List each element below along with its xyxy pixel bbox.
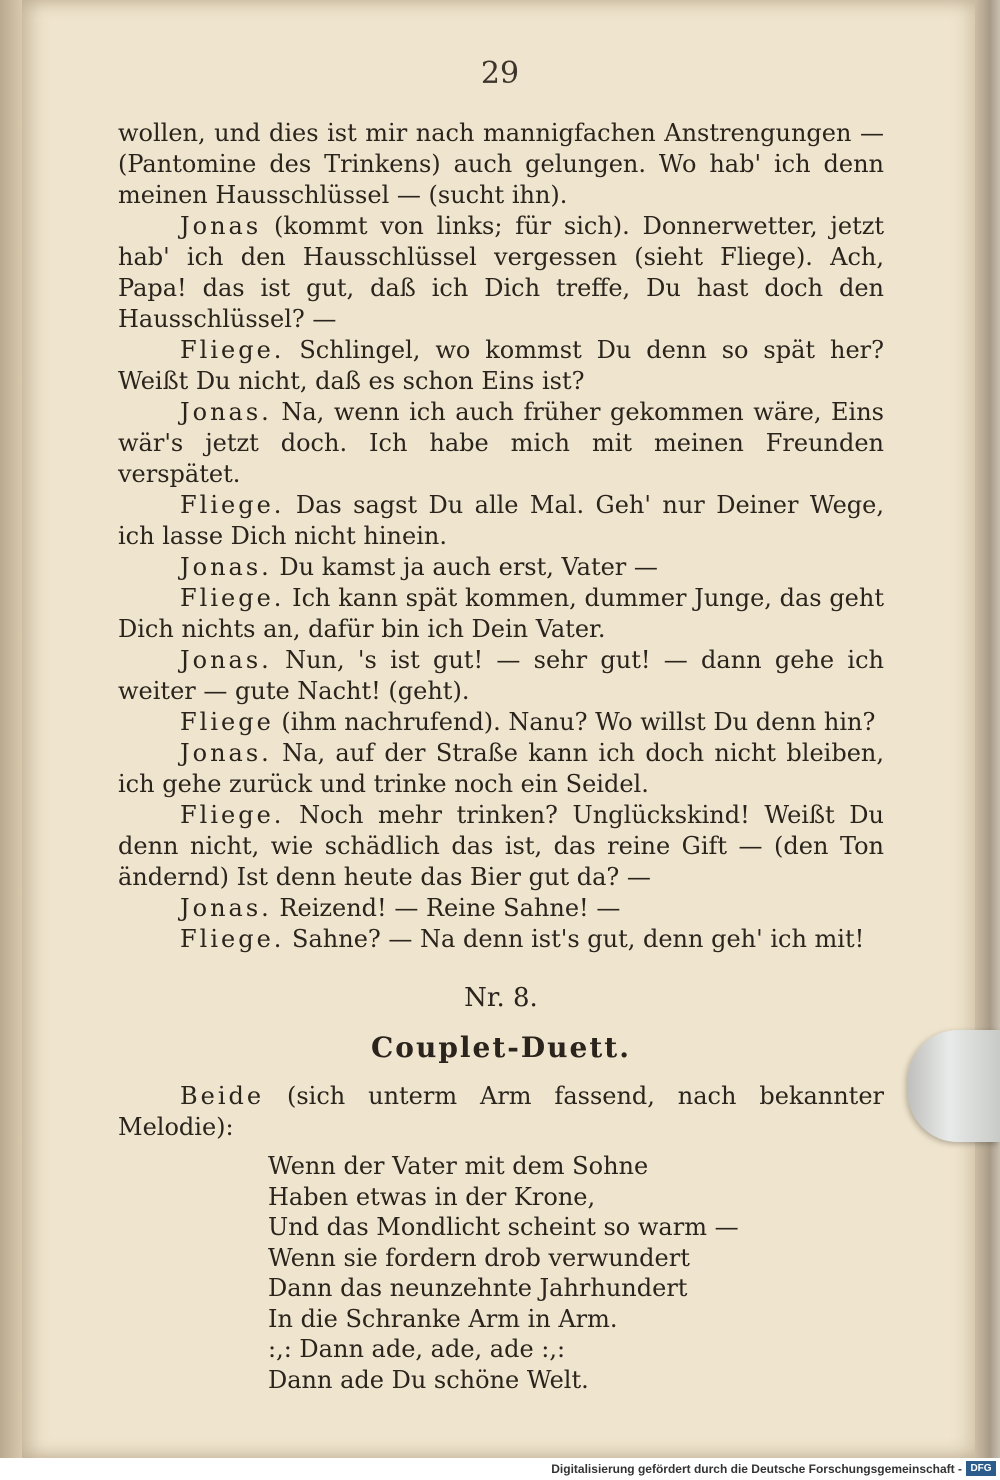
dialogue-paragraph bbox=[118, 583, 884, 645]
dfg-logo-icon: DFG bbox=[966, 1461, 996, 1476]
section-title: Couplet-Duett. bbox=[371, 1031, 631, 1064]
dialogue-paragraph bbox=[118, 552, 884, 583]
footer-bar bbox=[0, 1458, 1000, 1480]
dialogue-paragraph bbox=[118, 490, 884, 552]
speaker-name: Jonas. bbox=[180, 646, 272, 674]
dialogue-text: Reizend! — Reine Sahne! — bbox=[279, 894, 621, 922]
verse-line: Dann ade Du schöne Welt. bbox=[268, 1365, 589, 1394]
verse-line: Wenn der Vater mit dem Sohne bbox=[268, 1152, 649, 1180]
dialogue-paragraph bbox=[118, 924, 884, 955]
dialogue-text: Das sagst Du alle Mal. Geh' nur Deiner Wege, ich lasse Dich nicht hinein. bbox=[118, 491, 884, 550]
text-line: wollen, und dies ist mir nach mannigfachen Anstrengungen — bbox=[118, 119, 884, 147]
dialogue-text: (kommt von links; für sich). Donnerwetter, jetzt hab' ich den Hausschlüssel vergessen (sieht Fliege). Ach, Papa! das ist gut, daß ich Dich treffe, Du hast doch den Hausschlüssel? — bbox=[118, 212, 884, 333]
verse-line: Und das Mondlicht scheint so warm — bbox=[268, 1213, 739, 1241]
dialogue-text: Na, wenn ich auch früher gekommen wäre, Eins wär's jetzt doch. Ich habe mich mit meinen Freunden verspätet. bbox=[118, 398, 884, 488]
speaker-name: Jonas. bbox=[180, 894, 272, 922]
verse-line: Haben etwas in der Krone, bbox=[268, 1182, 596, 1211]
verse-line: :,: Dann ade, ade, ade :,: bbox=[268, 1335, 566, 1363]
speaker-name: Jonas bbox=[180, 212, 262, 240]
speaker-name: Fliege. bbox=[180, 801, 285, 829]
dialogue-paragraph bbox=[118, 397, 884, 490]
direction-text: (sich unterm Arm fassend, nach bekannter Melodie): bbox=[118, 1082, 884, 1141]
speaker-name: Fliege. bbox=[180, 925, 285, 953]
dialogue-text: Ich kann spät kommen, dummer Junge, das geht Dich nichts an, dafür bin ich Dein Vater. bbox=[118, 584, 884, 643]
verse-line: Dann das neunzehnte Jahrhundert bbox=[268, 1274, 688, 1302]
speaker-name: Fliege. bbox=[180, 336, 285, 364]
book-gutter bbox=[0, 0, 22, 1458]
dialogue-paragraph bbox=[118, 211, 884, 335]
speaker-name: Fliege bbox=[180, 708, 274, 736]
dialogue-text: Sahne? — Na denn ist's gut, denn geh' ich mit! bbox=[292, 925, 865, 953]
page-edge bbox=[975, 0, 1000, 1458]
page-number: 29 bbox=[480, 56, 520, 91]
page-text bbox=[118, 118, 884, 1395]
dialogue-paragraph bbox=[118, 335, 884, 397]
stage-direction bbox=[118, 1081, 884, 1143]
dialogue-paragraph bbox=[118, 707, 884, 738]
text-line: (Pantomine des Trinkens) auch gelungen. Wo hab' ich denn bbox=[118, 150, 884, 178]
funding-notice: Digitalisierung gefördert durch die Deutsche Forschungsgemeinschaft - bbox=[551, 1462, 962, 1476]
speaker-name: Jonas. bbox=[180, 398, 272, 426]
dialogue-text: Nun, 's ist gut! — sehr gut! — dann gehe ich weiter — gute Nacht! (geht). bbox=[118, 646, 884, 705]
speaker-name: Jonas. bbox=[180, 739, 272, 767]
dialogue-paragraph bbox=[118, 893, 884, 924]
dialogue-text: Na, auf der Straße kann ich doch nicht bleiben, ich gehe zurück und trinke noch ein Seidel. bbox=[118, 739, 884, 798]
page-marker-tab bbox=[908, 1030, 1000, 1142]
dialogue-text: Schlingel, wo kommst Du denn so spät her? Weißt Du nicht, daß es schon Eins ist? bbox=[118, 336, 884, 395]
section-number: Nr. 8. bbox=[464, 983, 538, 1013]
speaker-name: Fliege. bbox=[180, 491, 285, 519]
song-verse bbox=[268, 1151, 884, 1395]
verse-line: In die Schranke Arm in Arm. bbox=[268, 1304, 618, 1333]
dialogue-text: Noch mehr trinken? Unglückskind! Weißt Du denn nicht, wie schädlich das ist, das reine Gift — (den Ton ändernd) Ist denn heute das Bier gut da? — bbox=[118, 801, 884, 891]
dialogue-text: Du kamst ja auch erst, Vater — bbox=[279, 553, 658, 581]
dialogue-paragraph bbox=[118, 800, 884, 893]
speaker-name: Jonas. bbox=[180, 553, 272, 581]
dialogue-paragraph bbox=[118, 738, 884, 800]
verse-line: Wenn sie fordern drob verwundert bbox=[268, 1243, 690, 1272]
speaker-name: Fliege. bbox=[180, 584, 285, 612]
dialogue-text: (ihm nachrufend). Nanu? Wo willst Du denn hin? bbox=[281, 708, 876, 736]
dialogue-paragraph bbox=[118, 645, 884, 707]
speaker-name: Beide bbox=[180, 1082, 265, 1110]
text-line: meinen Hausschlüssel — (sucht ihn). bbox=[118, 181, 568, 209]
